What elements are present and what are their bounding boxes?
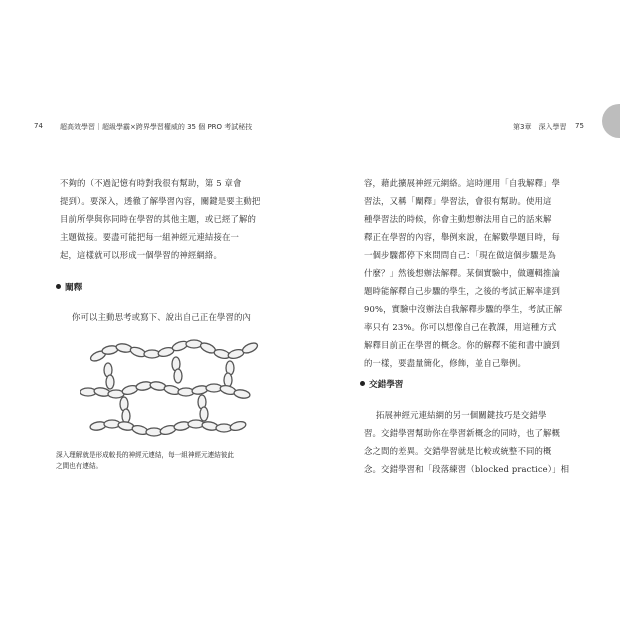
- left-running-header: 超高效學習｜超級學霸×跨界學習權威的 35 個 PRO 考試秘技: [60, 123, 253, 131]
- right-paragraph-line: 的一樣，要盡量簡化，修飾，並自己舉例。: [364, 358, 526, 368]
- left-paragraph-line: 主題做接。要盡可能把每一組神經元連結接在一: [60, 232, 240, 242]
- right-section-heading: [360, 378, 403, 390]
- right-paragraph-line: 率只有 23%。你可以想像自己在教課，用這種方式: [364, 322, 557, 332]
- right-paragraph-line: 90%，實驗中沒辦法自我解釋步驟的學生，考試正解: [364, 304, 563, 314]
- right-paragraph-line: 解釋目前正在學習的概念。你的解釋不能和書中讀到: [364, 340, 561, 350]
- chapter-edge-tab: [602, 104, 620, 138]
- caption-line: 深入理解就是形成較長的神經元連結，每一組神經元連結彼此: [56, 451, 235, 459]
- left-paragraph-line: 起，這樣就可以形成一個學習的神經網絡。: [60, 250, 222, 260]
- left-paragraph-line: 目前所學與你同時在學習的其他主題，或已經了解的: [60, 214, 257, 224]
- bullet-icon: [360, 381, 365, 386]
- right-paragraph-line: 容，藉此擴展神經元網絡。這時運用「自我解釋」學: [364, 178, 561, 188]
- right-paragraph-line: 習法，又稱「闡釋」學習法，會很有幫助。使用這: [364, 196, 552, 206]
- left-section-title: 闡釋: [65, 283, 83, 293]
- right-running-header: 第3章 深入學習: [513, 123, 567, 131]
- neuron-chain-illustration: [80, 332, 266, 442]
- right-paragraph-line: 題時能解釋自己步驟的學生，之後的考試正解率達到: [364, 286, 561, 296]
- left-section-heading: [56, 281, 82, 293]
- right-section-line: 習。交錯學習幫助你在學習新概念的同時，也了解概: [364, 428, 561, 438]
- right-section-line: 拓展神經元連結網的另一個關鍵技巧是交錯學: [376, 410, 547, 420]
- right-page-number: 75: [575, 122, 584, 130]
- left-page-number: 74: [34, 122, 43, 130]
- right-paragraph-line: 釋正在學習的內容，舉例來說，在解數學題目時，每: [364, 232, 561, 242]
- right-paragraph-line: 種學習法的時候，你會主動想辦法用自己的話來解: [364, 214, 552, 224]
- bullet-icon: [56, 284, 61, 289]
- right-section-line: 念。交錯學習和「段落練習（blocked practice）」相: [364, 464, 570, 474]
- caption-line: 之間也有連結。: [56, 462, 103, 470]
- right-paragraph-line: 一個步驟都停下來問問自己：「現在做這個步驟是為: [364, 250, 556, 260]
- right-paragraph-line: 什麼？」然後想辦法解釋。某個實驗中，做邏輯推論: [364, 268, 561, 278]
- left-paragraph-line: 不夠的（不過記憶有時對我很有幫助，第 5 章會: [60, 178, 242, 188]
- left-paragraph-line: 提到）。要深入，透徹了解學習內容，關鍵是要主動把: [60, 196, 261, 206]
- left-section-line: 你可以主動思考或寫下、說出自己正在學習的內: [72, 312, 252, 322]
- right-section-title: 交錯學習: [369, 380, 404, 390]
- right-section-line: 念之間的差異。交錯學習就是比較或統整不同的概: [364, 446, 552, 456]
